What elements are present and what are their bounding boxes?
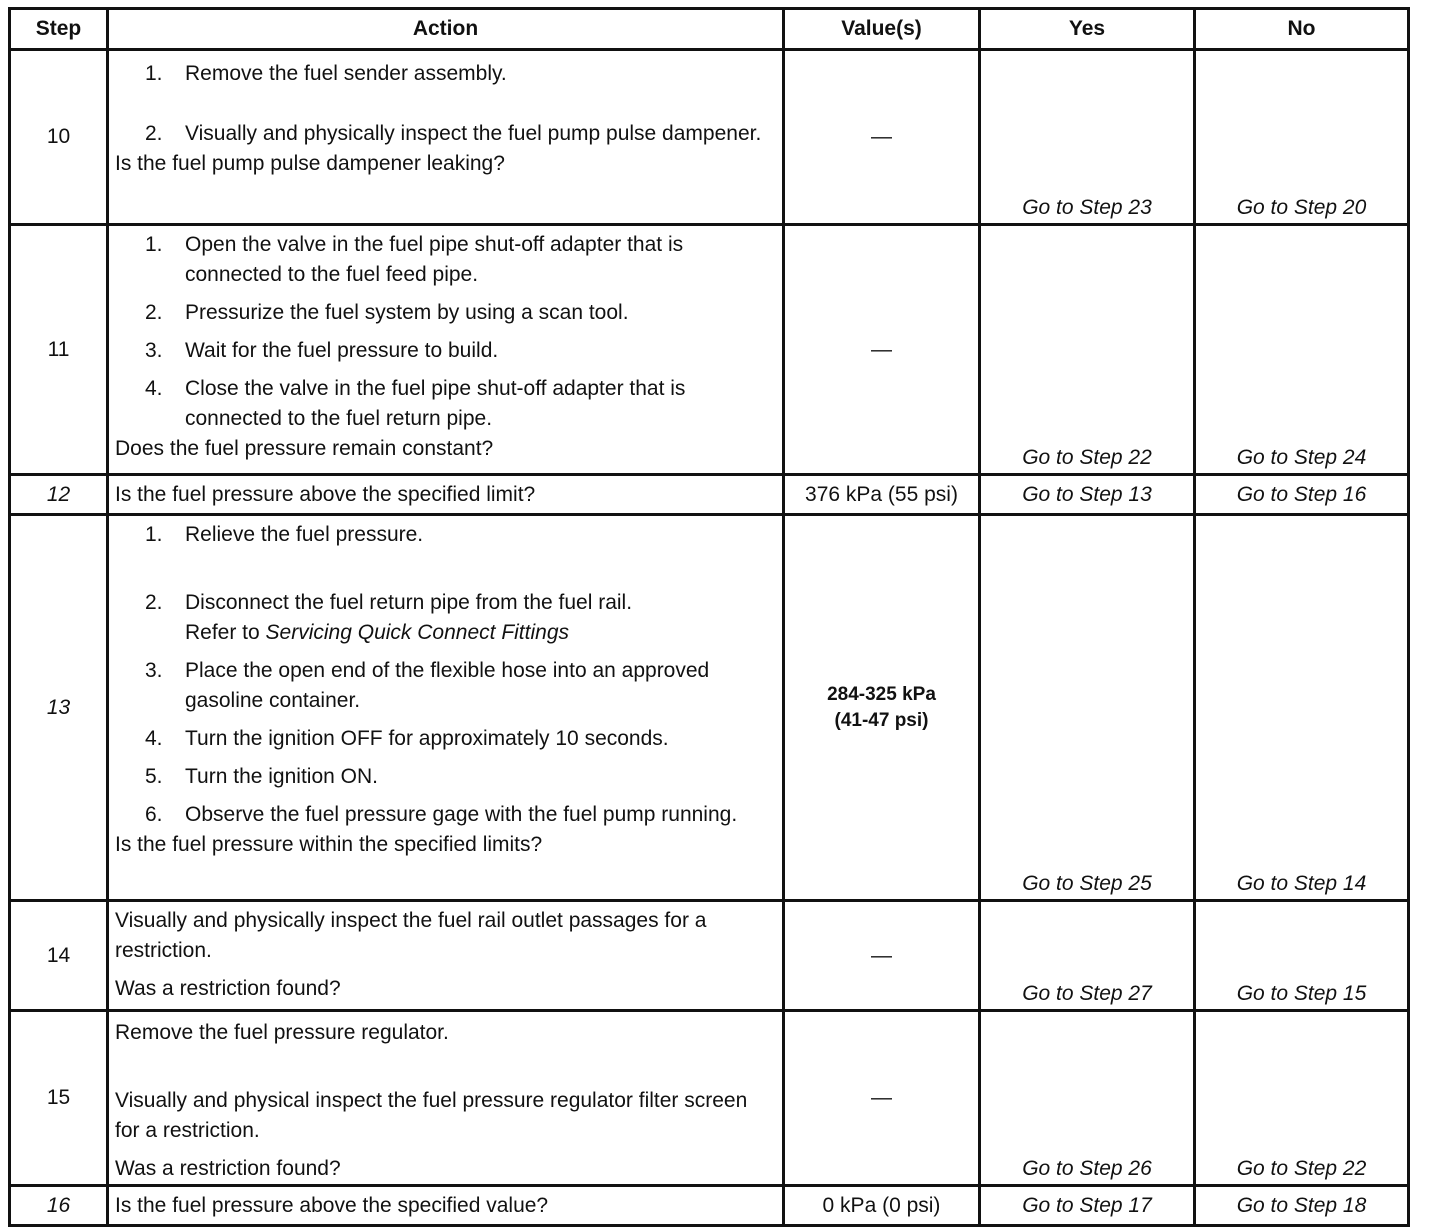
value-cell: 0 kPa (0 psi) — [784, 1186, 980, 1226]
question-text: Is the fuel pressure above the specified value? — [108, 1186, 784, 1226]
yes-link[interactable]: Go to Step 22 — [980, 225, 1195, 475]
table-row — [10, 901, 1409, 1011]
table-row — [10, 1186, 1409, 1226]
header-yes: Yes — [980, 9, 1195, 50]
step-number: 15 — [10, 1011, 108, 1186]
yes-link[interactable]: Go to Step 17 — [980, 1186, 1195, 1226]
value-cell: — — [784, 225, 980, 475]
list-item: 4. Close the valve in the fuel pipe shut-off adapter that is connected to the fuel return pipe. — [145, 377, 686, 430]
header-values: Value(s) — [784, 9, 980, 50]
action-cell — [108, 901, 784, 1011]
header-action: Action — [108, 9, 784, 50]
no-link[interactable]: Go to Step 15 — [1195, 901, 1409, 1011]
yes-link[interactable]: Go to Step 25 — [980, 515, 1195, 901]
yes-link[interactable]: Go to Step 27 — [980, 901, 1195, 1011]
question-text: Was a restriction found? — [115, 977, 341, 1000]
step-number: 14 — [10, 901, 108, 1011]
question-text: Is the fuel pump pulse dampener leaking? — [115, 152, 505, 175]
yes-link[interactable]: Go to Step 23 — [980, 50, 1195, 225]
action-cell — [108, 225, 784, 475]
step-number: 16 — [10, 1186, 108, 1226]
header-row — [10, 9, 1409, 50]
table-row — [10, 1011, 1409, 1186]
no-link[interactable]: Go to Step 18 — [1195, 1186, 1409, 1226]
table-row — [10, 50, 1409, 225]
table-row — [10, 225, 1409, 475]
no-link[interactable]: Go to Step 24 — [1195, 225, 1409, 475]
yes-link[interactable]: Go to Step 13 — [980, 475, 1195, 515]
no-link[interactable]: Go to Step 22 — [1195, 1011, 1409, 1186]
no-link[interactable]: Go to Step 14 — [1195, 515, 1409, 901]
header-no: No — [1195, 9, 1409, 50]
step-number: 10 — [10, 50, 108, 225]
action-text: Visually and physical inspect the fuel pressure regulator filter screen for a restriction. — [115, 1089, 748, 1142]
list-item: 4. Turn the ignition OFF for approximately 10 seconds. — [145, 727, 669, 750]
list-item: 3. Place the open end of the flexible hose into an approved gasoline container. — [145, 659, 710, 712]
action-cell — [108, 515, 784, 901]
value-cell: 284-325 kPa (41-47 psi) — [784, 515, 980, 901]
header-step: Step — [10, 9, 108, 50]
list-item: 5. Turn the ignition ON. — [145, 765, 378, 788]
list-item: 1. Remove the fuel sender assembly. — [145, 62, 507, 85]
action-text: Remove the fuel pressure regulator. — [115, 1021, 449, 1044]
value-cell: — — [784, 50, 980, 225]
value-cell: 376 kPa (55 psi) — [784, 475, 980, 515]
action-text: Visually and physically inspect the fuel rail outlet passages for a restriction. — [115, 909, 707, 962]
no-link[interactable]: Go to Step 16 — [1195, 475, 1409, 515]
list-item: 6. Observe the fuel pressure gage with the fuel pump running. — [145, 803, 738, 826]
list-item: 3. Wait for the fuel pressure to build. — [145, 339, 499, 362]
question-text: Is the fuel pressure above the specified limit? — [108, 475, 784, 515]
diagnostic-table-sheet — [8, 7, 1410, 1227]
diagnostic-table — [8, 7, 1410, 1227]
step-number: 11 — [10, 225, 108, 475]
list-item: 2. Disconnect the fuel return pipe from the fuel rail. Refer to Servicing Quick Connect Fittings — [145, 591, 633, 644]
list-item: 1. Open the valve in the fuel pipe shut-off adapter that is connected to the fuel feed pipe. — [145, 233, 684, 286]
action-cell — [108, 1011, 784, 1186]
question-text: Does the fuel pressure remain constant? — [115, 437, 494, 460]
list-item: 2. Pressurize the fuel system by using a scan tool. — [145, 301, 629, 324]
table-row — [10, 515, 1409, 901]
step-number: 13 — [10, 515, 108, 901]
yes-link[interactable]: Go to Step 26 — [980, 1011, 1195, 1186]
question-text: Was a restriction found? — [115, 1157, 341, 1180]
list-item: 1. Relieve the fuel pressure. — [145, 523, 424, 546]
value-cell: — — [784, 901, 980, 1011]
no-link[interactable]: Go to Step 20 — [1195, 50, 1409, 225]
step-number: 12 — [10, 475, 108, 515]
question-text: Is the fuel pressure within the specified limits? — [115, 833, 543, 856]
value-cell: — — [784, 1011, 980, 1186]
table-row — [10, 475, 1409, 515]
list-item: 2. Visually and physically inspect the fuel pump pulse dampener. — [145, 122, 762, 145]
reference-link[interactable]: Servicing Quick Connect Fittings — [265, 621, 570, 644]
action-cell — [108, 50, 784, 225]
